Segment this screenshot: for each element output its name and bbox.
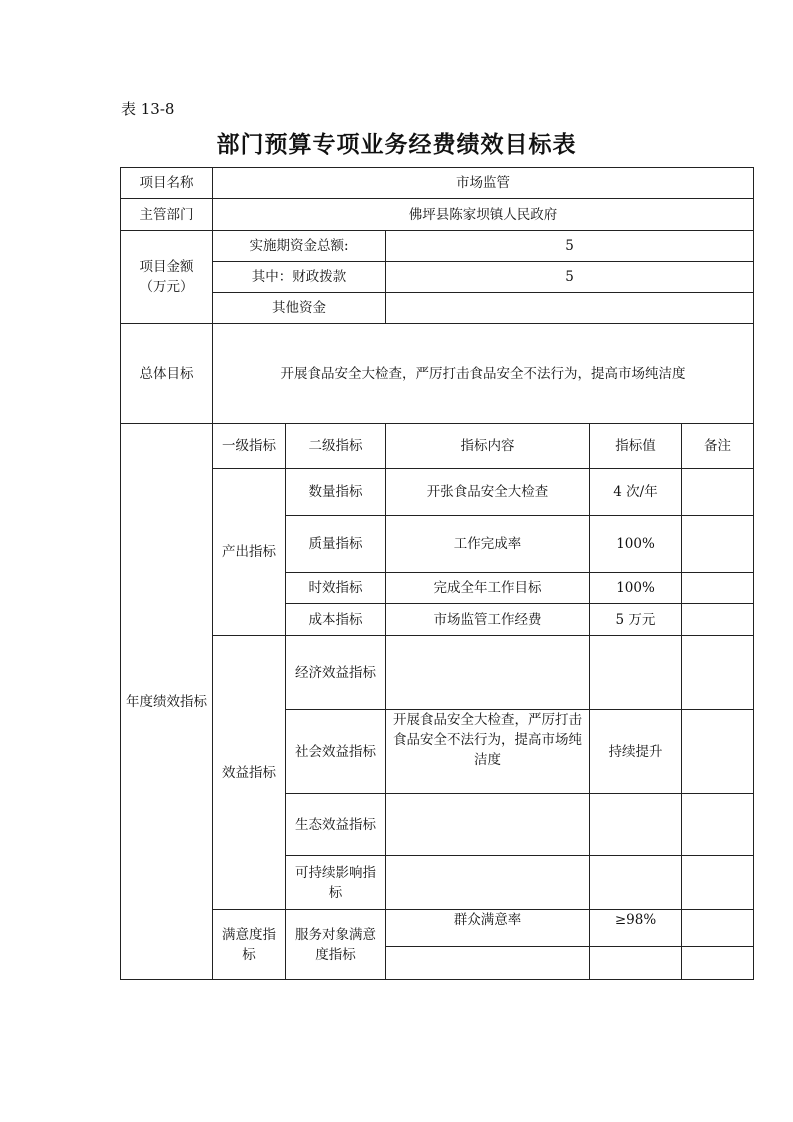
amount-fiscal-row xyxy=(121,262,754,293)
satisfaction-content: 群众满意率 xyxy=(386,910,590,947)
benefit-remark xyxy=(682,636,754,710)
benefit-content xyxy=(386,856,590,910)
benefit-remark xyxy=(682,794,754,856)
amount-total-row xyxy=(121,231,754,262)
project-amount-label xyxy=(121,231,213,324)
satisfaction-value xyxy=(590,947,682,980)
header-value: 指标值 xyxy=(590,424,682,469)
benefit-indicators-label: 效益指标 xyxy=(213,636,286,910)
amount-other-row xyxy=(121,293,754,324)
benefit-name: 社会效益指标 xyxy=(286,710,386,794)
benefit-content: 开展食品安全大检查，严厉打击食品安全不法行为，提高市场纯洁度 xyxy=(386,710,590,794)
benefit-content xyxy=(386,636,590,710)
output-content: 开张食品安全大检查 xyxy=(386,469,590,516)
output-name: 成本指标 xyxy=(286,604,386,636)
page-title: 部门预算专项业务经费绩效目标表 xyxy=(216,131,577,158)
other-funds-value xyxy=(386,293,754,324)
fiscal-funds-label: 其中：财政拨款 xyxy=(213,262,386,293)
benefit-name: 生态效益指标 xyxy=(286,794,386,856)
benefit-value xyxy=(590,856,682,910)
header-remark: 备注 xyxy=(682,424,754,469)
performance-table xyxy=(120,167,754,980)
output-name: 数量指标 xyxy=(286,469,386,516)
output-content: 工作完成率 xyxy=(386,516,590,573)
benefit-name: 经济效益指标 xyxy=(286,636,386,710)
indicator-header-row xyxy=(121,424,754,469)
benefit-value xyxy=(590,794,682,856)
satisfaction-value: ≥98% xyxy=(590,910,682,947)
satisfaction-remark xyxy=(682,910,754,947)
project-amount-label-line2: （万元） xyxy=(139,279,194,295)
table-row xyxy=(121,636,754,710)
overall-goal-text: 开展食品安全大检查，严厉打击食品安全不法行为，提高市场纯洁度 xyxy=(213,324,754,424)
satisfaction-indicators-label: 满意度指标 xyxy=(213,910,286,980)
output-content: 完成全年工作目标 xyxy=(386,573,590,604)
output-remark xyxy=(682,573,754,604)
department-value: 佛坪县陈家坝镇人民政府 xyxy=(213,199,754,231)
output-indicators-label: 产出指标 xyxy=(213,469,286,636)
benefit-remark xyxy=(682,856,754,910)
benefit-remark xyxy=(682,710,754,794)
department-label: 主管部门 xyxy=(121,199,213,231)
output-remark xyxy=(682,469,754,516)
department-row xyxy=(121,199,754,231)
table-number: 表 13-8 xyxy=(121,100,175,118)
other-funds-label: 其他资金 xyxy=(213,293,386,324)
total-funds-label: 实施期资金总额: xyxy=(213,231,386,262)
satisfaction-remark xyxy=(682,947,754,980)
output-value: 100% xyxy=(590,573,682,604)
output-value: 100% xyxy=(590,516,682,573)
output-value: 4 次/年 xyxy=(590,469,682,516)
benefit-content xyxy=(386,794,590,856)
total-funds-value: 5 xyxy=(386,231,754,262)
fiscal-funds-value: 5 xyxy=(386,262,754,293)
project-name-row xyxy=(121,168,754,199)
satisfaction-content xyxy=(386,947,590,980)
output-remark xyxy=(682,604,754,636)
benefit-value: 持续提升 xyxy=(590,710,682,794)
header-level1: 一级指标 xyxy=(213,424,286,469)
output-value: 5 万元 xyxy=(590,604,682,636)
output-remark xyxy=(682,516,754,573)
benefit-name: 可持续影响指标 xyxy=(286,856,386,910)
overall-goal-row xyxy=(121,324,754,424)
satisfaction-sub-label: 服务对象满意度指标 xyxy=(286,910,386,980)
header-content: 指标内容 xyxy=(386,424,590,469)
overall-goal-label: 总体目标 xyxy=(121,324,213,424)
project-amount-label-line1: 项目金额 xyxy=(139,259,194,275)
annual-indicators-label: 年度绩效指标 xyxy=(121,424,213,980)
header-level2: 二级指标 xyxy=(286,424,386,469)
output-name: 时效指标 xyxy=(286,573,386,604)
project-name-value: 市场监管 xyxy=(213,168,754,199)
output-name: 质量指标 xyxy=(286,516,386,573)
benefit-value xyxy=(590,636,682,710)
project-name-label: 项目名称 xyxy=(121,168,213,199)
output-content: 市场监管工作经费 xyxy=(386,604,590,636)
table-row xyxy=(121,910,754,947)
table-row xyxy=(121,469,754,516)
